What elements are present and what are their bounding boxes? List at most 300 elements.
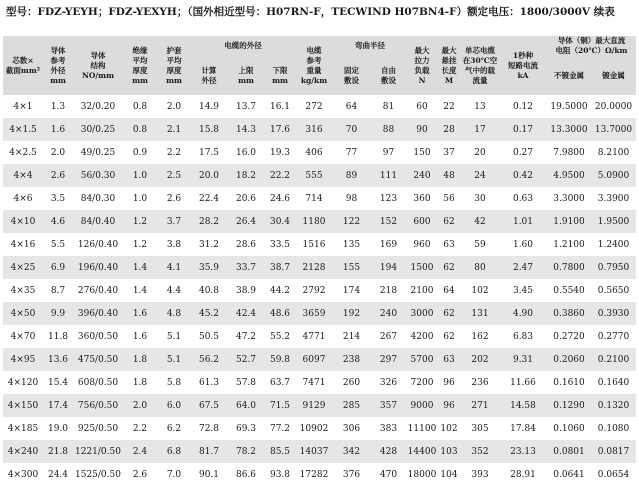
cell-bend-fixed: 192 <box>333 302 370 325</box>
table-row <box>3 463 636 486</box>
cell-max-length: 22 <box>437 95 461 118</box>
cell-res-untinned: 0.5540 <box>547 279 591 302</box>
cell-insulation-thickness: 1.4 <box>123 279 157 302</box>
cell-conductor-structure: 608/0.50 <box>73 371 123 394</box>
cell-insulation-thickness: 2.4 <box>123 440 157 463</box>
cell-sheath-thickness: 3.7 <box>157 210 191 233</box>
cell-res-untinned: 3.3000 <box>547 187 591 210</box>
table-row <box>3 417 636 440</box>
cell-max-length: 62 <box>437 302 461 325</box>
cell-od-lower: 33.7 <box>227 256 265 279</box>
cell-short-circuit: 1.60 <box>499 233 547 256</box>
cell-cable-weight: 7471 <box>295 371 333 394</box>
cell-res-tinned: 3.3900 <box>591 187 636 210</box>
cell-cores-area: 4×185 <box>3 417 43 440</box>
cell-od-lower: 13.7 <box>227 95 265 118</box>
cell-sheath-thickness: 4.1 <box>157 256 191 279</box>
cell-od-upper: 16.1 <box>265 95 295 118</box>
cell-od-upper: 77.2 <box>265 417 295 440</box>
cell-max-length: 96 <box>437 371 461 394</box>
cell-max-tension: 960 <box>407 233 437 256</box>
cell-conductor-structure: 396/0.40 <box>73 302 123 325</box>
cell-res-untinned: 7.9800 <box>547 141 591 164</box>
cell-cores-area: 4×70 <box>3 325 43 348</box>
cell-res-tinned: 0.2770 <box>591 325 636 348</box>
header-bend-free: 自由 敷设 <box>370 56 407 95</box>
cell-max-length: 104 <box>437 463 461 486</box>
cell-res-untinned: 0.1290 <box>547 394 591 417</box>
cell-res-untinned: 19.5000 <box>547 95 591 118</box>
cell-conductor-structure: 276/0.40 <box>73 279 123 302</box>
cell-bend-fixed: 64 <box>333 95 370 118</box>
cell-cores-area: 4×150 <box>3 394 43 417</box>
cell-conductor-ref-dia: 9.9 <box>43 302 73 325</box>
cell-od-upper: 24.6 <box>265 187 295 210</box>
cell-cable-weight: 6097 <box>295 348 333 371</box>
cell-conductor-ref-dia: 8.7 <box>43 279 73 302</box>
cell-max-tension: 11100 <box>407 417 437 440</box>
cell-current-capacity: 24 <box>461 164 499 187</box>
cell-cable-weight: 272 <box>295 95 333 118</box>
cell-bend-free: 123 <box>370 187 407 210</box>
cell-conductor-structure: 1221/0.50 <box>73 440 123 463</box>
cell-current-capacity: 202 <box>461 348 499 371</box>
cell-conductor-ref-dia: 1.3 <box>43 95 73 118</box>
cell-short-circuit: 4.90 <box>499 302 547 325</box>
cell-od-calc: 28.2 <box>191 210 227 233</box>
cell-res-tinned: 0.1640 <box>591 371 636 394</box>
cell-cores-area: 4×2.5 <box>3 141 43 164</box>
cell-max-tension: 240 <box>407 164 437 187</box>
cell-bend-fixed: 376 <box>333 463 370 486</box>
cell-insulation-thickness: 1.2 <box>123 233 157 256</box>
cell-bend-fixed: 260 <box>333 371 370 394</box>
cell-max-length: 64 <box>437 279 461 302</box>
cell-sheath-thickness: 7.0 <box>157 463 191 486</box>
table-row <box>3 256 636 279</box>
cell-conductor-ref-dia: 11.8 <box>43 325 73 348</box>
cell-res-untinned: 1.9100 <box>547 210 591 233</box>
table-row <box>3 187 636 210</box>
cell-conductor-structure: 1525/0.50 <box>73 463 123 486</box>
header-od-upper: 下限 mm <box>265 56 295 95</box>
cell-current-capacity: 30 <box>461 187 499 210</box>
cell-sheath-thickness: 5.1 <box>157 348 191 371</box>
cell-res-tinned: 0.2100 <box>591 348 636 371</box>
cell-bend-fixed: 238 <box>333 348 370 371</box>
table-body <box>3 95 636 486</box>
cell-od-lower: 42.4 <box>227 302 265 325</box>
cell-cable-weight: 1516 <box>295 233 333 256</box>
cell-cores-area: 4×120 <box>3 371 43 394</box>
cell-max-tension: 90 <box>407 118 437 141</box>
cell-insulation-thickness: 1.6 <box>123 302 157 325</box>
cell-res-untinned: 0.2060 <box>547 348 591 371</box>
cell-cable-weight: 1180 <box>295 210 333 233</box>
cell-od-upper: 71.5 <box>265 394 295 417</box>
cell-max-tension: 3000 <box>407 302 437 325</box>
cell-od-lower: 26.4 <box>227 210 265 233</box>
cell-max-length: 63 <box>437 348 461 371</box>
cell-cable-weight: 10902 <box>295 417 333 440</box>
cell-od-lower: 78.2 <box>227 440 265 463</box>
cell-bend-free: 297 <box>370 348 407 371</box>
cell-conductor-structure: 475/0.50 <box>73 348 123 371</box>
cell-short-circuit: 6.83 <box>499 325 547 348</box>
cell-conductor-ref-dia: 2.6 <box>43 164 73 187</box>
cell-bend-free: 169 <box>370 233 407 256</box>
cell-max-tension: 2100 <box>407 279 437 302</box>
cell-conductor-structure: 32/0.20 <box>73 95 123 118</box>
cell-max-length: 62 <box>437 325 461 348</box>
cell-res-untinned: 0.0641 <box>547 463 591 486</box>
cell-short-circuit: 1.01 <box>499 210 547 233</box>
cell-od-lower: 16.0 <box>227 141 265 164</box>
cell-res-tinned: 20.0000 <box>591 95 636 118</box>
cell-od-lower: 14.3 <box>227 118 265 141</box>
cell-current-capacity: 17 <box>461 118 499 141</box>
cell-od-upper: 19.3 <box>265 141 295 164</box>
cell-od-upper: 93.8 <box>265 463 295 486</box>
cell-current-capacity: 13 <box>461 95 499 118</box>
cell-od-upper: 85.5 <box>265 440 295 463</box>
cell-conductor-ref-dia: 15.4 <box>43 371 73 394</box>
cell-res-tinned: 0.0654 <box>591 463 636 486</box>
cell-od-lower: 52.7 <box>227 348 265 371</box>
cell-current-capacity: 236 <box>461 371 499 394</box>
cell-cores-area: 4×16 <box>3 233 43 256</box>
cell-od-upper: 30.4 <box>265 210 295 233</box>
cell-bend-fixed: 306 <box>333 417 370 440</box>
cell-od-lower: 64.0 <box>227 394 265 417</box>
cell-bend-fixed: 135 <box>333 233 370 256</box>
cell-current-capacity: 162 <box>461 325 499 348</box>
cell-conductor-structure: 126/0.40 <box>73 233 123 256</box>
cell-bend-fixed: 89 <box>333 164 370 187</box>
cell-max-length: 62 <box>437 210 461 233</box>
cell-cable-weight: 714 <box>295 187 333 210</box>
cell-od-upper: 59.8 <box>265 348 295 371</box>
cell-od-upper: 22.2 <box>265 164 295 187</box>
cell-cable-weight: 316 <box>295 118 333 141</box>
cell-max-length: 103 <box>437 440 461 463</box>
cell-insulation-thickness: 2.0 <box>123 394 157 417</box>
cell-current-capacity: 20 <box>461 141 499 164</box>
cell-conductor-ref-dia: 19.0 <box>43 417 73 440</box>
table-row <box>3 371 636 394</box>
cell-cable-weight: 2792 <box>295 279 333 302</box>
cell-res-tinned: 0.0817 <box>591 440 636 463</box>
cell-max-tension: 5700 <box>407 348 437 371</box>
cell-insulation-thickness: 1.0 <box>123 187 157 210</box>
cell-max-tension: 7200 <box>407 371 437 394</box>
cell-od-upper: 63.7 <box>265 371 295 394</box>
cell-conductor-ref-dia: 2.0 <box>43 141 73 164</box>
cell-res-tinned: 0.7950 <box>591 256 636 279</box>
header-current-capacity: 单芯电缆 在30℃空 气中的载 流量 <box>461 36 499 95</box>
cell-conductor-ref-dia: 21.8 <box>43 440 73 463</box>
cell-insulation-thickness: 1.8 <box>123 371 157 394</box>
cell-res-untinned: 13.3000 <box>547 118 591 141</box>
cell-res-tinned: 0.5650 <box>591 279 636 302</box>
header-cable-weight: 电缆 参考 重量 kg/km <box>295 36 333 95</box>
cell-conductor-structure: 56/0.30 <box>73 164 123 187</box>
cell-bend-free: 194 <box>370 256 407 279</box>
cell-res-tinned: 8.2100 <box>591 141 636 164</box>
cell-bend-free: 428 <box>370 440 407 463</box>
cell-od-calc: 81.7 <box>191 440 227 463</box>
cell-bend-free: 81 <box>370 95 407 118</box>
cell-res-tinned: 1.9500 <box>591 210 636 233</box>
cell-od-lower: 20.6 <box>227 187 265 210</box>
header-short-circuit: 1秒种 短路电流 kA <box>499 36 547 95</box>
cell-bend-fixed: 98 <box>333 187 370 210</box>
cell-res-tinned: 0.1080 <box>591 417 636 440</box>
cell-cable-weight: 406 <box>295 141 333 164</box>
header-cores-area: 芯数× 截面mm² <box>3 36 43 95</box>
cell-res-untinned: 4.9500 <box>547 164 591 187</box>
cell-max-tension: 18000 <box>407 463 437 486</box>
cell-max-length: 96 <box>437 394 461 417</box>
cell-max-tension: 1500 <box>407 256 437 279</box>
cell-cores-area: 4×95 <box>3 348 43 371</box>
cell-cable-weight: 9129 <box>295 394 333 417</box>
header-sheath-thickness: 护套 平均 厚度 mm <box>157 36 191 95</box>
cell-cores-area: 4×6 <box>3 187 43 210</box>
cell-conductor-ref-dia: 3.5 <box>43 187 73 210</box>
cell-bend-fixed: 174 <box>333 279 370 302</box>
cell-od-upper: 38.7 <box>265 256 295 279</box>
cell-res-tinned: 0.1320 <box>591 394 636 417</box>
cell-insulation-thickness: 1.2 <box>123 210 157 233</box>
cell-od-upper: 44.2 <box>265 279 295 302</box>
cell-od-upper: 55.2 <box>265 325 295 348</box>
cell-res-tinned: 1.2400 <box>591 233 636 256</box>
cell-res-untinned: 0.3860 <box>547 302 591 325</box>
table-row <box>3 302 636 325</box>
cell-sheath-thickness: 4.8 <box>157 302 191 325</box>
cell-sheath-thickness: 4.4 <box>157 279 191 302</box>
cell-max-tension: 600 <box>407 210 437 233</box>
table-row <box>3 233 636 256</box>
cell-insulation-thickness: 0.8 <box>123 118 157 141</box>
header-res-untinned: 不镀金属 <box>547 56 591 95</box>
cell-od-calc: 14.9 <box>191 95 227 118</box>
cell-bend-free: 97 <box>370 141 407 164</box>
table-row <box>3 164 636 187</box>
cell-conductor-ref-dia: 6.9 <box>43 256 73 279</box>
cell-short-circuit: 11.66 <box>499 371 547 394</box>
cell-max-length: 37 <box>437 141 461 164</box>
cell-cable-weight: 4771 <box>295 325 333 348</box>
table-row <box>3 279 636 302</box>
cell-short-circuit: 0.27 <box>499 141 547 164</box>
cell-od-calc: 72.8 <box>191 417 227 440</box>
cell-current-capacity: 102 <box>461 279 499 302</box>
cell-od-calc: 31.2 <box>191 233 227 256</box>
header-od-calc: 计算 外径 <box>191 56 227 95</box>
header-outer-diameter: 电缆的外径 <box>191 36 295 56</box>
cell-cable-weight: 17282 <box>295 463 333 486</box>
cell-bend-free: 357 <box>370 394 407 417</box>
cell-od-calc: 50.5 <box>191 325 227 348</box>
header-max-tension: 最大 拉力 负载 N <box>407 36 437 95</box>
cell-max-length: 28 <box>437 118 461 141</box>
cell-insulation-thickness: 0.9 <box>123 141 157 164</box>
cable-spec-table <box>3 36 636 486</box>
cell-max-length: 102 <box>437 417 461 440</box>
cell-od-lower: 86.6 <box>227 463 265 486</box>
table-row <box>3 348 636 371</box>
header-od-lower: 上限 mm <box>227 56 265 95</box>
cell-short-circuit: 2.47 <box>499 256 547 279</box>
cell-cable-weight: 14037 <box>295 440 333 463</box>
cell-od-calc: 90.1 <box>191 463 227 486</box>
cell-bend-free: 326 <box>370 371 407 394</box>
cell-conductor-ref-dia: 24.4 <box>43 463 73 486</box>
cell-insulation-thickness: 1.6 <box>123 325 157 348</box>
cell-res-tinned: 5.0900 <box>591 164 636 187</box>
cell-sheath-thickness: 2.5 <box>157 164 191 187</box>
cell-res-untinned: 0.7800 <box>547 256 591 279</box>
cell-bend-fixed: 70 <box>333 118 370 141</box>
cell-short-circuit: 23.13 <box>499 440 547 463</box>
cell-conductor-ref-dia: 17.4 <box>43 394 73 417</box>
cell-sheath-thickness: 6.2 <box>157 417 191 440</box>
cell-current-capacity: 42 <box>461 210 499 233</box>
cell-sheath-thickness: 2.0 <box>157 95 191 118</box>
cell-cores-area: 4×1.5 <box>3 118 43 141</box>
cell-short-circuit: 0.63 <box>499 187 547 210</box>
cell-bend-free: 218 <box>370 279 407 302</box>
cell-od-calc: 20.0 <box>191 164 227 187</box>
cell-res-tinned: 13.7000 <box>591 118 636 141</box>
cell-conductor-structure: 30/0.25 <box>73 118 123 141</box>
cell-short-circuit: 0.12 <box>499 95 547 118</box>
cell-od-calc: 35.9 <box>191 256 227 279</box>
cell-current-capacity: 352 <box>461 440 499 463</box>
cell-sheath-thickness: 5.8 <box>157 371 191 394</box>
cell-res-tinned: 0.3930 <box>591 302 636 325</box>
cell-insulation-thickness: 1.8 <box>123 348 157 371</box>
cell-short-circuit: 0.42 <box>499 164 547 187</box>
cell-bend-free: 470 <box>370 463 407 486</box>
table-row <box>3 95 636 118</box>
table-header <box>3 36 636 95</box>
cell-conductor-structure: 360/0.50 <box>73 325 123 348</box>
cell-sheath-thickness: 6.0 <box>157 394 191 417</box>
table-title: 型号：FDZ-YEYH；FDZ-YEXYH；（国外相近型号：H07RN-F，TECWIND H07BN4-F）额定电压：1800/3000V 续表 <box>6 6 615 18</box>
header-insulation-thickness: 绝缘 平均 厚度 mm <box>123 36 157 95</box>
header-conductor-resistance: 导体（铜）最大直流 电阻（20℃）Ω/km <box>547 36 636 56</box>
cell-short-circuit: 9.31 <box>499 348 547 371</box>
cell-bend-free: 267 <box>370 325 407 348</box>
cell-od-lower: 47.2 <box>227 325 265 348</box>
cell-short-circuit: 14.58 <box>499 394 547 417</box>
cell-bend-fixed: 214 <box>333 325 370 348</box>
cell-current-capacity: 80 <box>461 256 499 279</box>
cell-od-upper: 33.5 <box>265 233 295 256</box>
cell-sheath-thickness: 6.8 <box>157 440 191 463</box>
table-row <box>3 394 636 417</box>
cell-max-length: 63 <box>437 233 461 256</box>
cell-res-untinned: 0.0801 <box>547 440 591 463</box>
cell-bend-fixed: 285 <box>333 394 370 417</box>
cell-bend-free: 152 <box>370 210 407 233</box>
cell-max-tension: 14400 <box>407 440 437 463</box>
header-bend-fixed: 固定 敷设 <box>333 56 370 95</box>
cell-od-calc: 15.8 <box>191 118 227 141</box>
table-row <box>3 440 636 463</box>
cell-od-calc: 67.5 <box>191 394 227 417</box>
cell-cable-weight: 2128 <box>295 256 333 279</box>
cell-bend-free: 240 <box>370 302 407 325</box>
header-conductor-ref-dia: 导体 参考 外径 mm <box>43 36 73 95</box>
cell-short-circuit: 0.17 <box>499 118 547 141</box>
cell-current-capacity: 59 <box>461 233 499 256</box>
cell-current-capacity: 305 <box>461 417 499 440</box>
header-bend-radius: 弯曲半径 <box>333 36 407 56</box>
cell-current-capacity: 131 <box>461 302 499 325</box>
cell-od-lower: 28.6 <box>227 233 265 256</box>
cell-od-upper: 48.6 <box>265 302 295 325</box>
table-row <box>3 325 636 348</box>
cell-cores-area: 4×300 <box>3 463 43 486</box>
cell-bend-fixed: 77 <box>333 141 370 164</box>
cell-conductor-ref-dia: 1.6 <box>43 118 73 141</box>
cell-max-tension: 9000 <box>407 394 437 417</box>
cell-cable-weight: 3659 <box>295 302 333 325</box>
cell-insulation-thickness: 1.0 <box>123 164 157 187</box>
header-max-length: 最大 悬挂 长度 M <box>437 36 461 95</box>
cell-od-calc: 61.3 <box>191 371 227 394</box>
cell-cores-area: 4×35 <box>3 279 43 302</box>
cell-bend-fixed: 122 <box>333 210 370 233</box>
table-row <box>3 118 636 141</box>
cell-res-untinned: 0.2720 <box>547 325 591 348</box>
cell-cores-area: 4×25 <box>3 256 43 279</box>
cell-max-length: 48 <box>437 164 461 187</box>
cell-bend-fixed: 155 <box>333 256 370 279</box>
header-conductor-structure: 导体 结构 NO/mm <box>73 36 123 95</box>
cell-conductor-structure: 49/0.25 <box>73 141 123 164</box>
cell-conductor-structure: 756/0.50 <box>73 394 123 417</box>
cell-max-tension: 360 <box>407 187 437 210</box>
cell-od-lower: 18.2 <box>227 164 265 187</box>
cell-sheath-thickness: 2.6 <box>157 187 191 210</box>
cell-max-length: 56 <box>437 187 461 210</box>
cell-conductor-ref-dia: 4.6 <box>43 210 73 233</box>
cell-conductor-ref-dia: 13.6 <box>43 348 73 371</box>
cell-insulation-thickness: 2.6 <box>123 463 157 486</box>
table-row <box>3 141 636 164</box>
cell-res-untinned: 1.2100 <box>547 233 591 256</box>
cell-od-calc: 45.2 <box>191 302 227 325</box>
cell-bend-free: 383 <box>370 417 407 440</box>
cell-max-length: 62 <box>437 256 461 279</box>
cell-short-circuit: 28.91 <box>499 463 547 486</box>
table-row <box>3 210 636 233</box>
cell-max-tension: 60 <box>407 95 437 118</box>
cell-od-lower: 38.9 <box>227 279 265 302</box>
cell-od-calc: 22.4 <box>191 187 227 210</box>
cell-conductor-structure: 196/0.40 <box>73 256 123 279</box>
cell-cores-area: 4×1 <box>3 95 43 118</box>
cell-conductor-structure: 925/0.50 <box>73 417 123 440</box>
cell-conductor-structure: 84/0.40 <box>73 210 123 233</box>
cell-current-capacity: 393 <box>461 463 499 486</box>
cell-insulation-thickness: 2.2 <box>123 417 157 440</box>
